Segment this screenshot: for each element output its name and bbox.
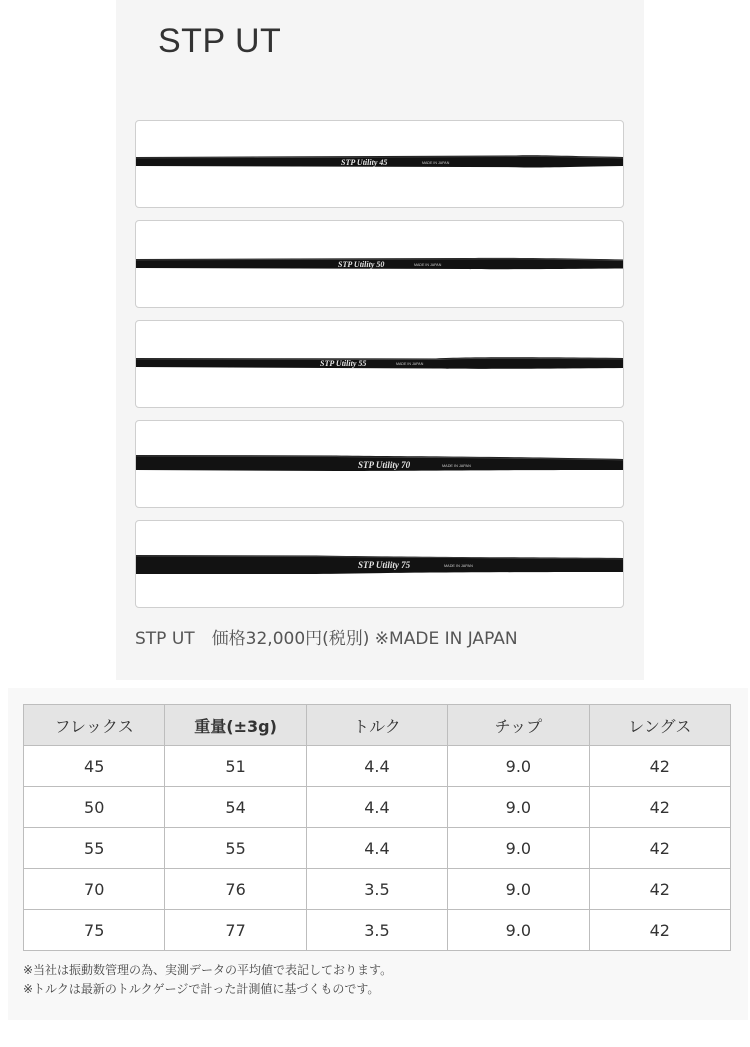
- cell-weight: 51: [165, 746, 306, 787]
- product-caption: STP UT 価格32,000円(税別) ※MADE IN JAPAN: [135, 629, 518, 649]
- cell-length: 42: [589, 787, 730, 828]
- header-torque: トルク: [306, 705, 447, 746]
- shaft-image-50: [135, 220, 624, 308]
- cell-flex: 45: [24, 746, 165, 787]
- header-flex: フレックス: [24, 705, 165, 746]
- shaft-mark: MADE IN JAPAN: [444, 564, 473, 568]
- header-tip: チップ: [448, 705, 589, 746]
- shaft-image-55: [135, 320, 624, 408]
- header-length: レングス: [589, 705, 730, 746]
- shaft-label: STP Utility 50: [338, 260, 385, 269]
- cell-length: 42: [589, 869, 730, 910]
- table-row: [24, 787, 731, 828]
- spec-table: [23, 704, 731, 951]
- cell-tip: 9.0: [448, 869, 589, 910]
- cell-flex: 70: [24, 869, 165, 910]
- shaft-image-45: [135, 120, 624, 208]
- table-row: [24, 828, 731, 869]
- table-row: [24, 746, 731, 787]
- cell-tip: 9.0: [448, 787, 589, 828]
- cell-weight: 54: [165, 787, 306, 828]
- shaft-label: STP Utility 55: [320, 359, 367, 368]
- cell-torque: 3.5: [306, 869, 447, 910]
- note-measurement: ※当社は振動数管理の為、実測データの平均値で表記しております。: [23, 963, 393, 977]
- page-title: STP UT: [158, 22, 282, 60]
- shaft-image-75: [135, 520, 624, 608]
- header-weight: 重量(±3g): [165, 705, 306, 746]
- cell-torque: 4.4: [306, 746, 447, 787]
- cell-weight: 77: [165, 910, 306, 951]
- cell-tip: 9.0: [448, 746, 589, 787]
- shaft-label: STP Utility 70: [358, 460, 411, 470]
- cell-weight: 76: [165, 869, 306, 910]
- shaft-mark: MADE IN JAPAN: [414, 263, 442, 267]
- shaft-mark: MADE IN JAPAN: [396, 362, 424, 366]
- cell-length: 42: [589, 910, 730, 951]
- table-header-row: [24, 705, 731, 746]
- cell-flex: 50: [24, 787, 165, 828]
- shaft-mark: MADE IN JAPAN: [442, 464, 471, 468]
- cell-torque: 4.4: [306, 787, 447, 828]
- cell-weight: 55: [165, 828, 306, 869]
- cell-torque: 4.4: [306, 828, 447, 869]
- shaft-mark: MADE IN JAPAN: [422, 161, 450, 165]
- shaft-label: STP Utility 75: [358, 560, 411, 570]
- table-row: [24, 910, 731, 951]
- cell-flex: 75: [24, 910, 165, 951]
- cell-torque: 3.5: [306, 910, 447, 951]
- cell-length: 42: [589, 828, 730, 869]
- table-row: [24, 869, 731, 910]
- note-torque: ※トルクは最新のトルクゲージで計った計測値に基づくものです。: [23, 982, 380, 996]
- shaft-image-70: [135, 420, 624, 508]
- cell-tip: 9.0: [448, 910, 589, 951]
- cell-tip: 9.0: [448, 828, 589, 869]
- shaft-label: STP Utility 45: [341, 158, 388, 167]
- cell-flex: 55: [24, 828, 165, 869]
- cell-length: 42: [589, 746, 730, 787]
